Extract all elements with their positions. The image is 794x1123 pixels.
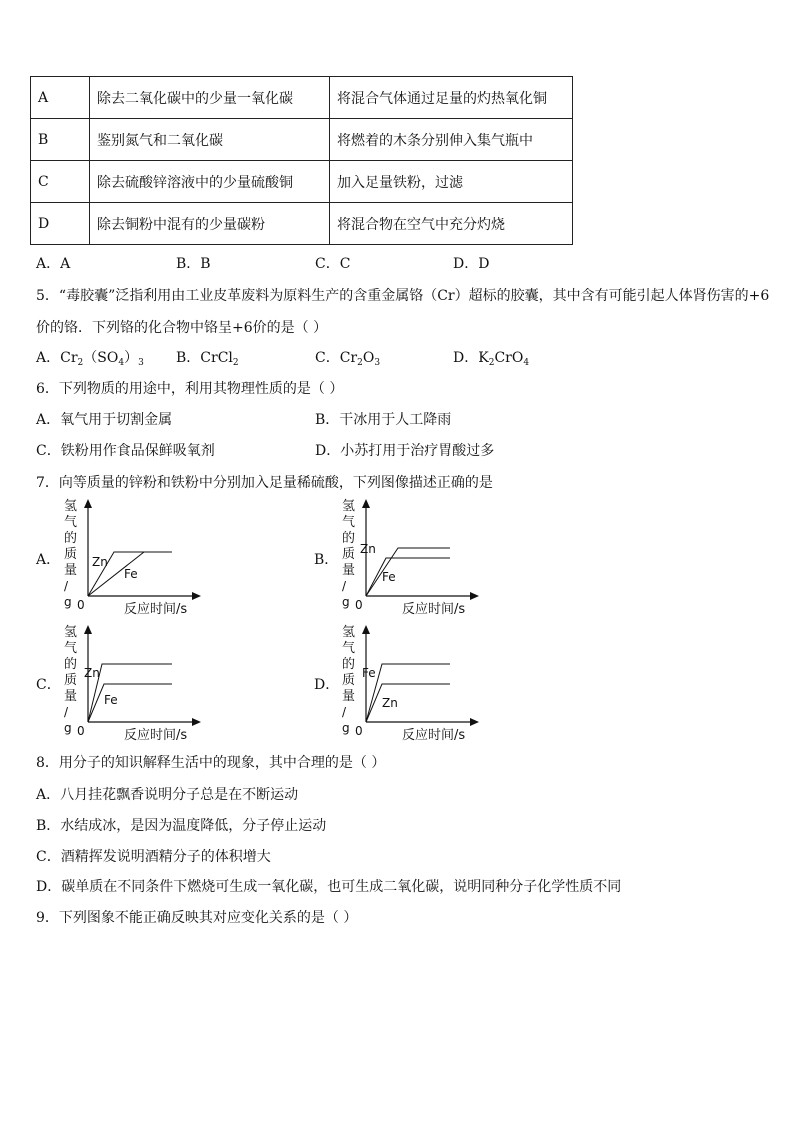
y-axis-label-char: 质: [342, 673, 356, 688]
q9-stem: 9．下列图象不能正确反映其对应变化关系的是（ ）: [36, 910, 358, 926]
q5-stem-line1: 5．“毒胶囊”泛指利用由工业皮革废料为原料生产的含重金属铬（Cr）超标的胶囊，其中含有可能引起人体肾伤害的+6: [36, 288, 770, 304]
q4-option-c[interactable]: C．C: [315, 256, 351, 272]
y-axis-label-char: 气: [342, 515, 356, 530]
q7-option-c[interactable]: C．: [36, 677, 61, 693]
q8-option-a[interactable]: A．八月挂花飘香说明分子总是在不断运动: [36, 787, 299, 803]
y-axis-label-char: 质: [64, 547, 78, 562]
q5-stem-line2: 价的铬．下列铬的化合物中铬呈+6价的是（ ）: [36, 320, 328, 336]
experiment-table: [30, 76, 573, 245]
y-axis-label-char: 氢: [342, 625, 356, 640]
y-axis-label-char: 的: [342, 657, 356, 672]
y-axis-label-char: 氢: [64, 499, 78, 514]
q5-option-d[interactable]: D．$K_2CrO_4$: [453, 350, 530, 368]
fe-label: Fe: [382, 570, 396, 584]
fe-label: Fe: [362, 666, 376, 680]
q6-option-c[interactable]: C．铁粉用作食品保鲜吸氧剂: [36, 443, 215, 459]
q7-stem: 7．向等质量的锌粉和铁粉中分别加入足量稀硫酸，下列图像描述正确的是: [36, 475, 493, 491]
y-axis-label-char: 氢: [64, 625, 78, 640]
y-axis-label-char: /: [64, 705, 69, 719]
y-axis-label-char: 量: [64, 563, 78, 578]
q6-option-a[interactable]: A．氧气用于切割金属: [36, 412, 173, 428]
row-method: 将混合气体通过足量的灼热氧化铜: [330, 77, 573, 119]
hydrogen-mass-graph: [60, 496, 210, 616]
origin-label: 0: [355, 598, 363, 612]
x-axis-label: 反应时间/s: [402, 602, 466, 617]
y-axis-arrow: [84, 499, 92, 508]
row-purpose: 除去铜粉中混有的少量碳粉: [90, 203, 330, 245]
q6-option-d[interactable]: D．小苏打用于治疗胃酸过多: [315, 443, 495, 459]
q7-graph-a: [60, 496, 210, 620]
q4-option-a[interactable]: A．A: [36, 256, 71, 272]
row-method: 加入足量铁粉，过滤: [330, 161, 573, 203]
hydrogen-mass-graph: [338, 496, 488, 616]
y-axis-label-char: /: [342, 705, 347, 719]
y-axis-label-char: g: [64, 721, 72, 735]
q6-stem: 6．下列物质的用途中，利用其物理性质的是（ ）: [36, 381, 344, 397]
q7-graph-c: [60, 622, 210, 746]
y-axis-label-char: g: [64, 595, 72, 609]
q8-option-c[interactable]: C．酒精挥发说明酒精分子的体积增大: [36, 849, 271, 865]
fe-label: Fe: [104, 693, 118, 707]
q4-option-b[interactable]: B．B: [176, 256, 211, 272]
row-letter: D: [31, 203, 90, 245]
x-axis-arrow: [192, 592, 201, 600]
y-axis-label-char: 质: [342, 547, 356, 562]
q7-option-a[interactable]: A．: [36, 552, 61, 568]
q8-option-d[interactable]: D．碳单质在不同条件下燃烧可生成一氧化碳，也可生成二氧化碳，说明同种分子化学性质不同: [36, 879, 622, 895]
y-axis-arrow: [362, 499, 370, 508]
reaction-curve: [88, 684, 172, 722]
q8-option-b[interactable]: B．水结成冰，是因为温度降低，分子停止运动: [36, 818, 327, 834]
x-axis-label: 反应时间/s: [402, 728, 466, 743]
row-method: 将燃着的木条分别伸入集气瓶中: [330, 119, 573, 161]
row-purpose: 鉴别氮气和二氧化碳: [90, 119, 330, 161]
x-axis-label: 反应时间/s: [124, 602, 188, 617]
row-purpose: 除去硫酸锌溶液中的少量硫酸铜: [90, 161, 330, 203]
row-purpose: 除去二氧化碳中的少量一氧化碳: [90, 77, 330, 119]
y-axis-label-char: /: [342, 579, 347, 593]
y-axis-label-char: g: [342, 595, 350, 609]
q4-option-d[interactable]: D．D: [453, 256, 490, 272]
y-axis-label-char: 量: [342, 563, 356, 578]
y-axis-label-char: 气: [342, 641, 356, 656]
x-axis-label: 反应时间/s: [124, 728, 188, 743]
zn-label: Zn: [382, 696, 398, 710]
q5-option-b[interactable]: B．CrCl$_2$: [176, 350, 239, 368]
q7-graph-d: [338, 622, 488, 746]
hydrogen-mass-graph: [60, 622, 210, 742]
zn-label: Zn: [360, 542, 376, 556]
y-axis-label-char: 的: [64, 657, 78, 672]
q6-option-b[interactable]: B．干冰用于人工降雨: [315, 412, 452, 428]
q7-option-b[interactable]: B．: [314, 552, 339, 568]
y-axis-arrow: [362, 625, 370, 634]
table-row: [31, 161, 573, 203]
q5-option-a[interactable]: A．$Cr_2(SO_4)_3$: [36, 350, 144, 368]
y-axis-label-char: 气: [64, 641, 78, 656]
x-axis-arrow: [192, 718, 201, 726]
y-axis-label-char: 量: [64, 689, 78, 704]
q7-graph-b: [338, 496, 488, 620]
zn-label: Zn: [92, 555, 108, 569]
y-axis-label-char: 的: [64, 531, 78, 546]
y-axis-label-char: 的: [342, 531, 356, 546]
hydrogen-mass-graph: [338, 622, 488, 742]
y-axis-label-char: 量: [342, 689, 356, 704]
zn-label: Zn: [84, 666, 100, 680]
row-letter: A: [31, 77, 90, 119]
reaction-curve: [366, 684, 450, 722]
y-axis-label-char: g: [342, 721, 350, 735]
origin-label: 0: [77, 598, 85, 612]
y-axis-label-char: 氢: [342, 499, 356, 514]
origin-label: 0: [77, 724, 85, 738]
row-method: 将混合物在空气中充分灼烧: [330, 203, 573, 245]
table-row: [31, 77, 573, 119]
y-axis-label-char: 质: [64, 673, 78, 688]
x-axis-arrow: [470, 592, 479, 600]
row-letter: C: [31, 161, 90, 203]
q8-stem: 8．用分子的知识解释生活中的现象，其中合理的是（ ）: [36, 755, 386, 771]
q5-option-c[interactable]: C．$Cr_2O_3$: [315, 350, 381, 368]
table-row: [31, 203, 573, 245]
x-axis-arrow: [470, 718, 479, 726]
table-row: [31, 119, 573, 161]
q7-option-d[interactable]: D．: [314, 677, 340, 693]
fe-label: Fe: [124, 567, 138, 581]
origin-label: 0: [355, 724, 363, 738]
y-axis-arrow: [84, 625, 92, 634]
row-letter: B: [31, 119, 90, 161]
y-axis-label-char: /: [64, 579, 69, 593]
y-axis-label-char: 气: [64, 515, 78, 530]
